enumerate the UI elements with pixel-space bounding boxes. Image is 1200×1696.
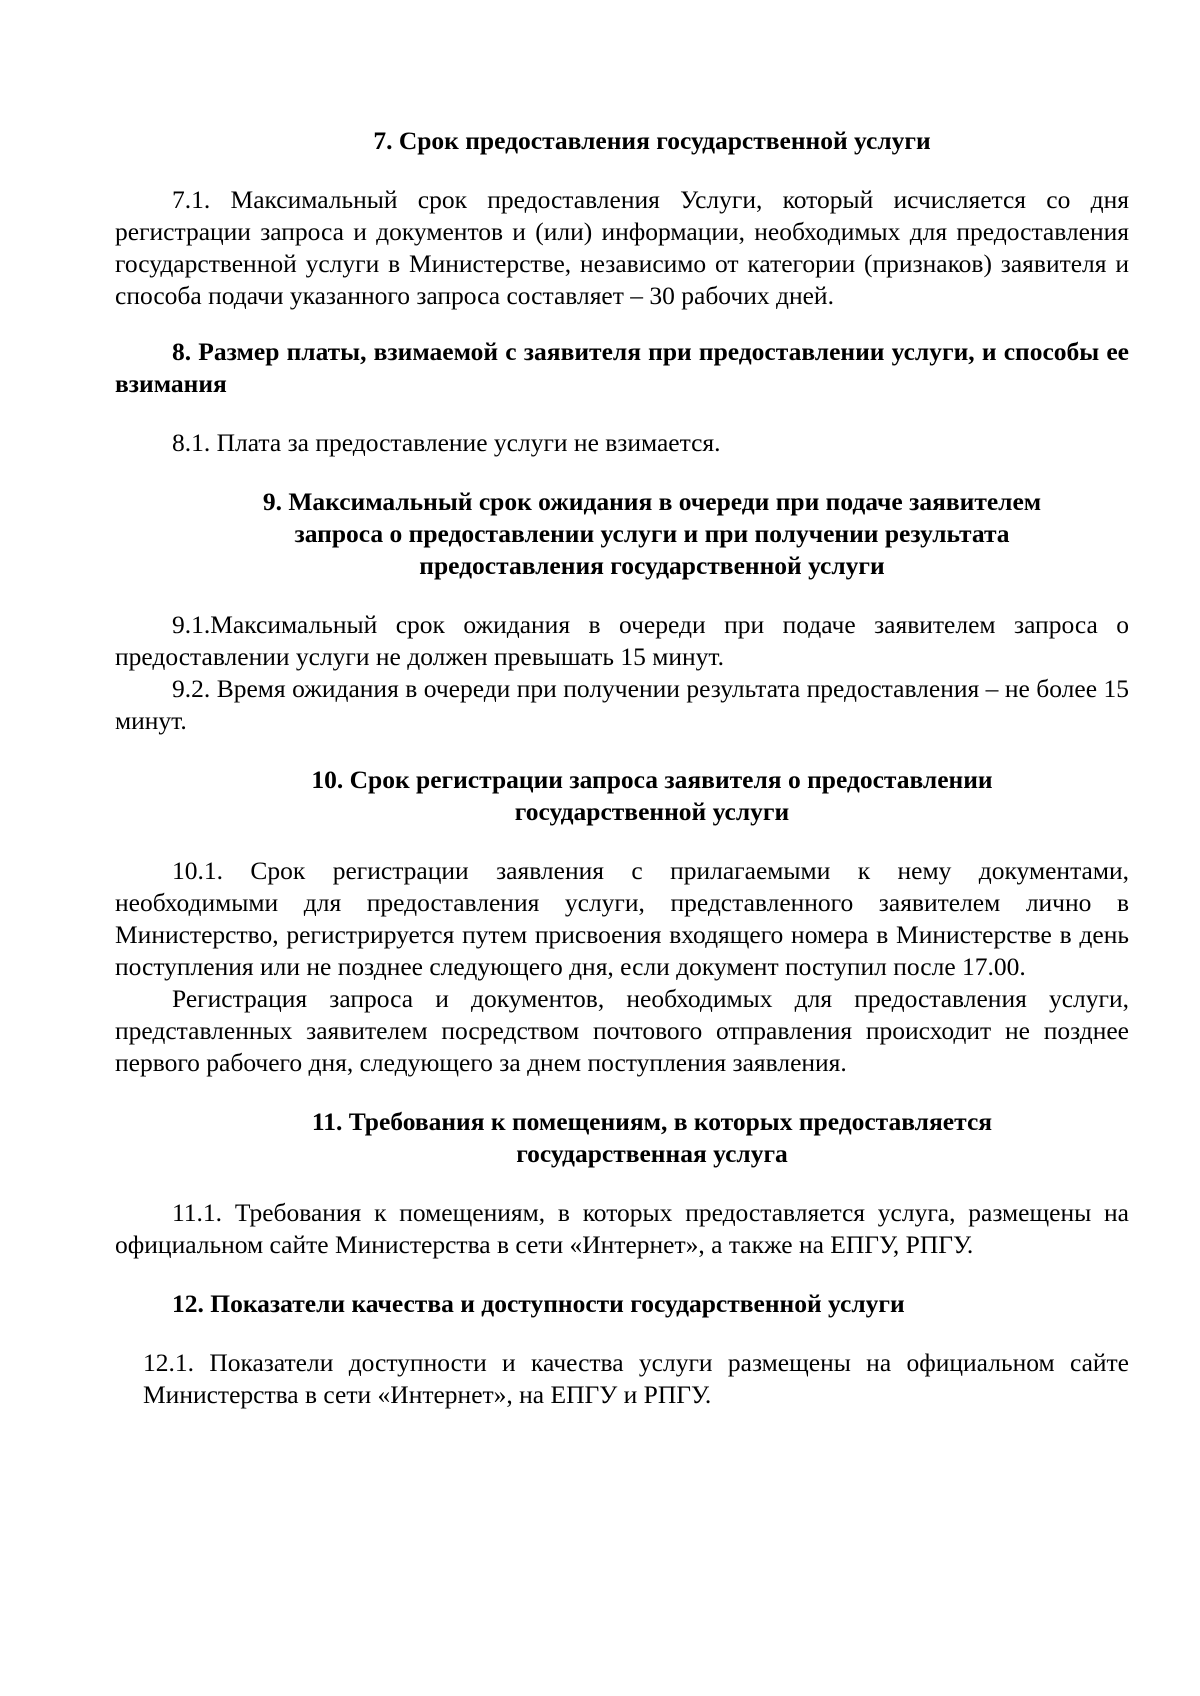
paragraph-10-1: 10.1. Срок регистрации заявления с прилагаемыми к нему документами, необходимыми для предоставления услуги, представленного заявителем лично в Министерство, регистрируется путем присвоения входящего номера в Министерстве в день поступления или не позднее следующего дня, если документ поступил после 17.00. — [115, 856, 1129, 981]
section-9-heading — [115, 486, 1129, 582]
paragraph-9-2: 9.2. Время ожидания в очереди при получении результата предоставления – не более 15 минут. — [115, 674, 1129, 735]
paragraph-12-1: 12.1. Показатели доступности и качества услуги размещены на официальном сайте Министерства в сети «Интернет», на ЕПГУ и РПГУ. — [143, 1348, 1129, 1409]
section-11-heading — [115, 1106, 1129, 1170]
section-10-heading-line-1: 10. Срок регистрации запроса заявителя о предоставлении — [311, 765, 993, 794]
section-11-heading-line-2: государственная услуга — [516, 1139, 788, 1168]
section-7-heading: 7. Срок предоставления государственной услуги — [373, 126, 931, 155]
paragraph-9-1: 9.1.Максимальный срок ожидания в очереди при подаче заявителем запроса о предоставлении услуги не должен превышать 15 минут. — [115, 610, 1129, 671]
paragraph-7-1: 7.1. Максимальный срок предоставления Услуги, который исчисляется со дня регистрации запроса и документов и (или) информации, необходимых для предоставления государственной услуги в Министерстве, независимо от категории (признаков) заявителя и способа подачи указанного запроса составляет – 30 рабочих дней. — [115, 185, 1129, 310]
paragraph-10-2: Регистрация запроса и документов, необходимых для предоставления услуги, представленных заявителем посредством почтового отправления происходит не позднее первого рабочего дня, следующего за днем поступления заявления. — [115, 984, 1129, 1077]
section-10-heading-line-2: государственной услуги — [514, 797, 790, 826]
section-8-heading: 8. Размер платы, взимаемой с заявителя при предоставлении услуги, и способы ее взимания — [115, 337, 1129, 398]
section-9-heading-line-2: запроса о предоставлении услуги и при получении результата — [294, 519, 1010, 548]
paragraph-11-1: 11.1. Требования к помещениям, в которых предоставляется услуга, размещены на официальном сайте Министерства в сети «Интернет», а также на ЕПГУ, РПГУ. — [115, 1198, 1129, 1259]
section-12-heading: 12. Показатели качества и доступности государственной услуги — [172, 1289, 905, 1318]
section-11-heading-line-1: 11. Требования к помещениям, в которых предоставляется — [311, 1107, 993, 1136]
section-9-heading-line-3: предоставления государственной услуги — [419, 551, 885, 580]
document-page — [115, 125, 1129, 1411]
paragraph-8-1: 8.1. Плата за предоставление услуги не взимается. — [172, 428, 721, 457]
section-9-heading-line-1: 9. Максимальный срок ожидания в очереди при подаче заявителем — [262, 487, 1042, 516]
section-10-heading — [115, 764, 1129, 828]
